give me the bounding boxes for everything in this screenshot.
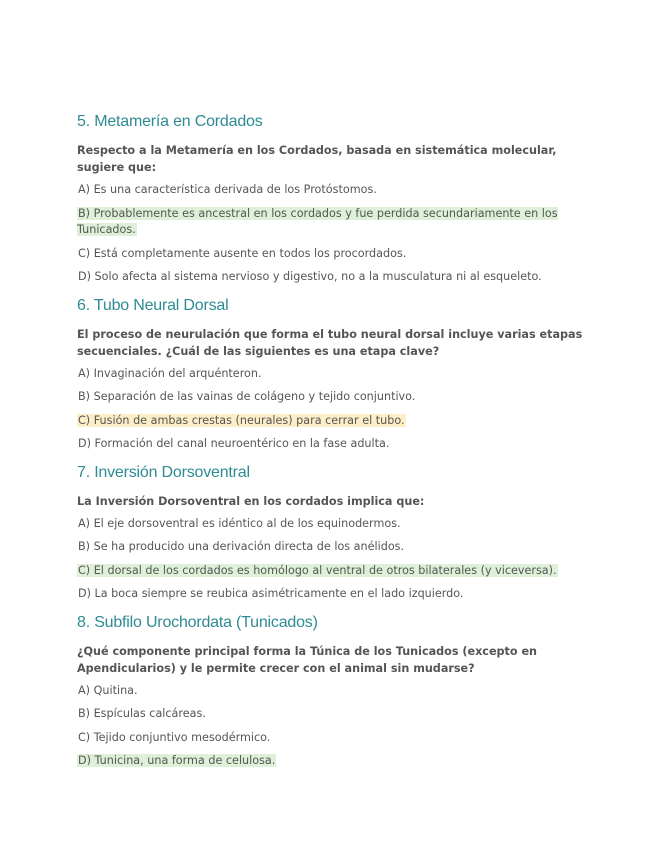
option-a: A) El eje dorsoventral es idéntico al de los equinodermos. [78,516,401,530]
option-a: A) Invaginación del arquénteron. [78,366,262,380]
option-d: D) Formación del canal neuroentérico en la fase adulta. [78,437,390,450]
question-section-8 [77,610,585,770]
option-b: B) Separación de las vainas de colágeno y tejido conjuntivo. [78,390,416,403]
option-b-answer: B) Probablemente es ancestral en los cordados y fue perdida secundariamente en los Tunicados. [77,206,558,236]
section-heading: 7. Inversión Dorsoventral [77,463,250,481]
option-d-answer: D) Tunicina, una forma de celulosa. [78,754,276,767]
option-d: D) La boca siempre se reubica asimétricamente en el lado izquierdo. [78,587,464,600]
question-section-7 [77,460,585,603]
option-a: A) Es una característica derivada de los Protóstomos. [78,183,377,196]
question-text: ¿Qué componente principal forma la Túnica de los Tunicados (excepto en Apendicularios) y le permite crecer con el animal sin mudarse? [77,644,538,675]
section-heading: 6. Tubo Neural Dorsal [77,296,229,314]
question-text: Respecto a la Metamería en los Cordados, basada en sistemática molecular, sugiere que: [77,144,557,174]
option-c: C) Tejido conjuntivo mesodérmico. [78,730,271,744]
question-section-6 [77,293,585,453]
section-heading: 5. Metamería en Cordados [77,113,263,130]
option-c: C) Está completamente ausente en todos los procordados. [78,246,407,260]
question-text: La Inversión Dorsoventral en los cordados implica que: [77,494,425,508]
option-a: A) Quitina. [78,683,138,697]
option-b: B) Espículas calcáreas. [78,707,206,720]
option-c-answer: C) El dorsal de los cordados es homólogo al ventral de otros bilaterales (y viceversa). [78,563,557,577]
option-b: B) Se ha producido una derivación directa de los anélidos. [78,540,405,553]
question-section-5 [77,109,585,286]
section-heading: 8. Subfilo Urochordata (Tunicados) [77,613,318,631]
option-c-answer: C) Fusión de ambas crestas (neurales) para cerrar el tubo. [78,413,405,427]
question-text: El proceso de neurulación que forma el tubo neural dorsal incluye varias etapas secuenciales. ¿Cuál de las siguientes es una etapa clave? [77,327,583,358]
option-d: D) Solo afecta al sistema nervioso y digestivo, no a la musculatura ni al esqueleto. [78,270,542,283]
